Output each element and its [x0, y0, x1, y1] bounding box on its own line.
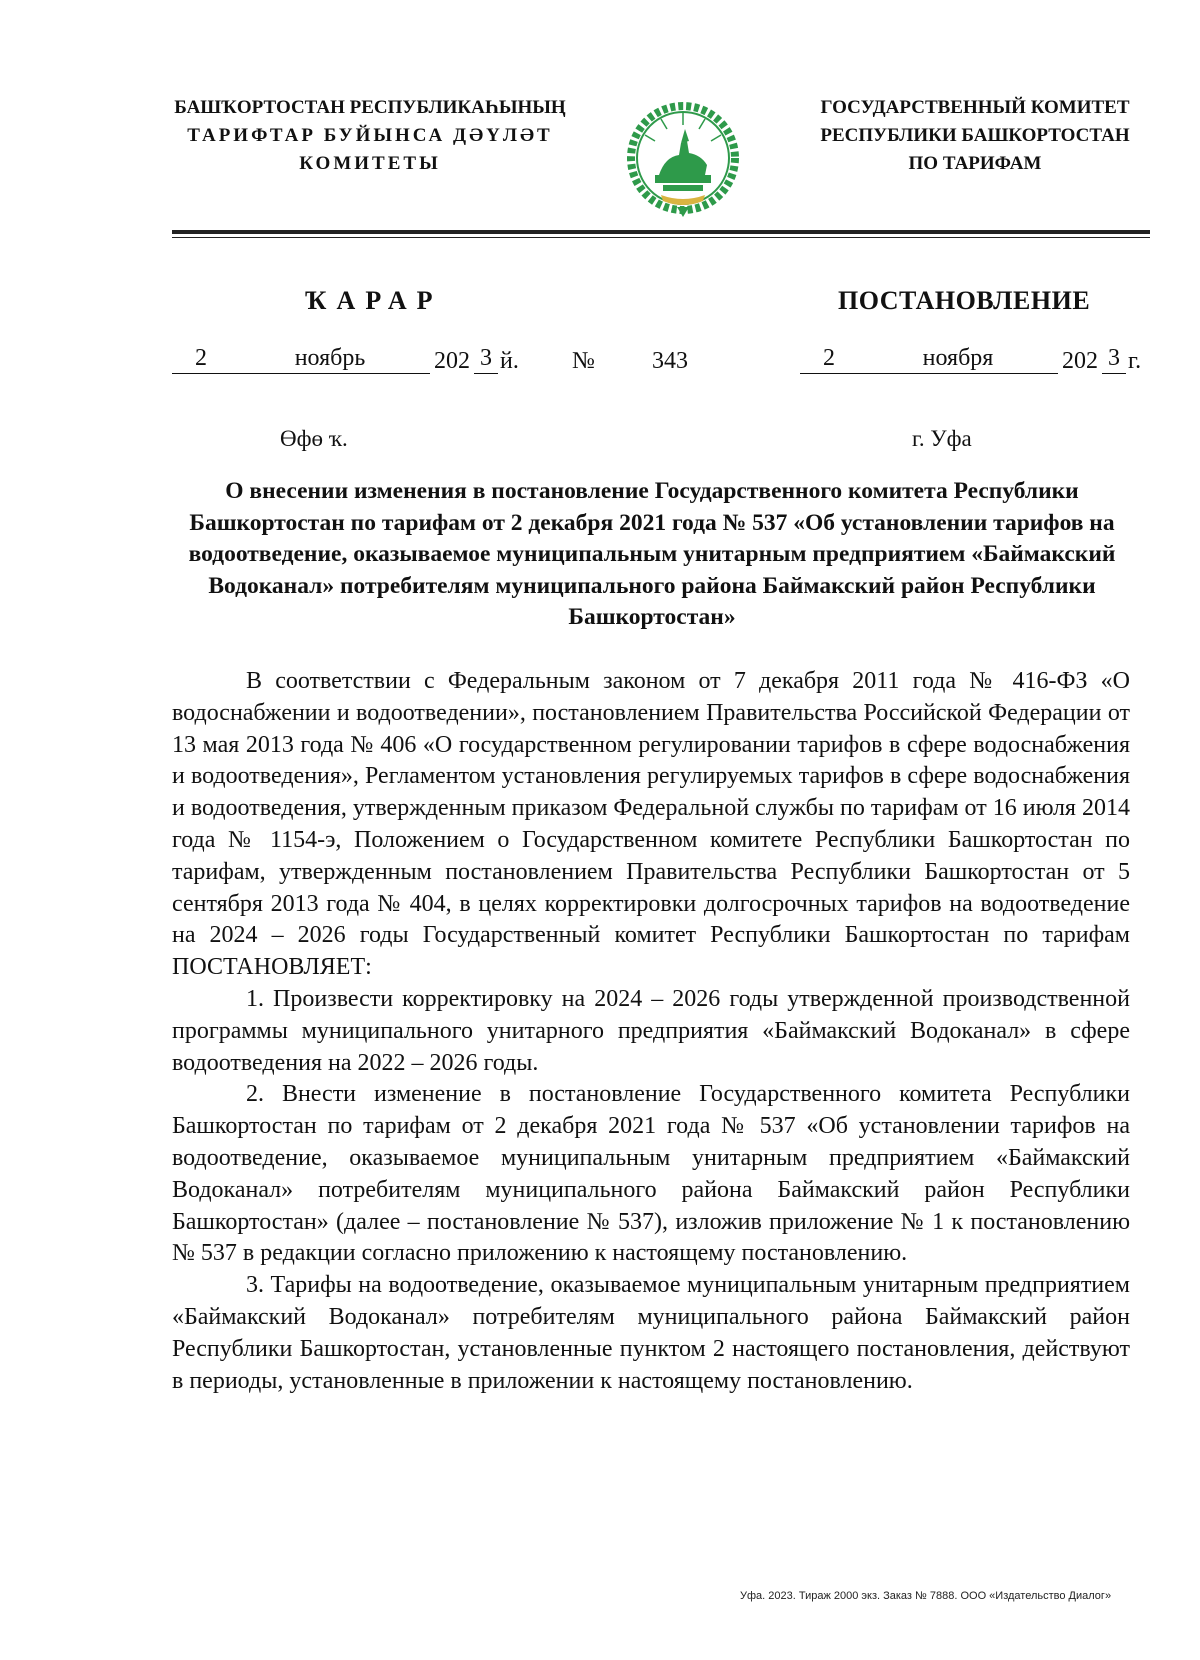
header-rule-thin [172, 237, 1150, 238]
header-bashkir-line-1: БАШҠОРТОСТАН РЕСПУБЛИКАҺЫНЫҢ [174, 97, 566, 118]
date-left-month: ноябрь [230, 343, 430, 374]
date-left-year-suffix: 3 [474, 343, 498, 374]
date-left-year-prefix: 202 [434, 348, 470, 374]
date-left-abbr: й. [500, 348, 519, 374]
document-body [172, 666, 1130, 1397]
date-right-year-suffix: 3 [1102, 343, 1126, 374]
number-sign: № [572, 348, 595, 374]
header-rule-thick [172, 230, 1150, 234]
paragraph-item-1: 1. Произвести корректировку на 2024 – 2026 годы утвержденной производственной программы муниципального унитарного предприятия «Баймакский Водоканал» в сфере водоотведения на 2022 – 2026 годы. [172, 985, 1130, 1076]
header-bashkir [160, 94, 580, 178]
paragraph-preamble: В соответствии с Федеральным законом от 7 декабря 2011 года № 416-ФЗ «О водоснабжении и водоотведении», постановлением Правительства Российской Федерации от 13 мая 2013 года № 406 «О государственном регулировании тарифов в сфере водоснабжения и водоотведения», Регламентом установления регулируемых тарифов в сфере водоснабжения и водоотведения, утвержденным приказом Федеральной службы по тарифам от 16 июля 2014 года № 1154-э, Положением о Государственном комитете Республики Башкортостан по тарифам, утвержденным постановлением Правительства Республики Башкортостан от 5 сентября 2013 года № 404, в целях корректировки долгосрочных тарифов на водоотведение на 2024 – 2026 годы Государственный комитет Республики Башкортостан по тарифам ПОСТАНОВЛЯЕТ: [172, 668, 1130, 981]
document-number: 343 [652, 348, 688, 374]
date-right-month: ноября [858, 343, 1058, 374]
header-russian-line-1: ГОСУДАРСТВЕННЫЙ КОМИТЕТ [820, 97, 1130, 118]
coat-of-arms-icon [621, 95, 745, 225]
date-right-abbr: г. [1128, 348, 1142, 374]
date-right-year-prefix: 202 [1062, 348, 1098, 374]
header-russian-line-2: РЕСПУБЛИКИ БАШКОРТОСТАН [820, 125, 1130, 146]
header-russian [790, 94, 1160, 178]
date-right-day: 2 [800, 343, 858, 374]
paragraph-item-3: 3. Тарифы на водоотведение, оказываемое муниципальным унитарным предприятием «Баймакский Водоканал» потребителям муниципального района Баймакский район Республики Башкортостан, установленные пунктом 2 настоящего постановления, действуют в периоды, установленные в приложении к настоящему постановлению. [172, 1272, 1130, 1394]
city-russian: г. Уфа [912, 426, 972, 451]
document-title: О внесении изменения в постановление Государственного комитета Республики Башкортостан по тарифам от 2 декабря 2021 года № 537 «Об установлении тарифов на водоотведение, оказываемое муниципальным унитарным предприятием «Баймакский Водоканал» потребителям муниципального района Баймакский район Республики Башкортостан» [188, 478, 1116, 630]
header-bashkir-line-3: КОМИТЕТЫ [299, 153, 441, 174]
date-left-day: 2 [172, 343, 230, 374]
date-line [172, 340, 1150, 380]
doc-type-bashkir: ҠАРАР [305, 286, 443, 315]
header-russian-line-3: ПО ТАРИФАМ [908, 153, 1042, 174]
print-footer: Уфа. 2023. Тираж 2000 экз. Заказ № 7888. ООО «Издательство Диалог» [740, 1590, 1112, 1602]
header-bashkir-line-2: ТАРИФТАР БУЙЫНСА ДӘҮЛӘТ [187, 125, 553, 146]
doc-type-russian: ПОСТАНОВЛЕНИЕ [838, 286, 1091, 315]
paragraph-item-2: 2. Внести изменение в постановление Государственного комитета Республики Башкортостан по тарифам от 2 декабря 2021 года № 537 «Об установлении тарифов на водоотведение, оказываемое муниципальным унитарным предприятием «Баймакский Водоканал» потребителям муниципального района Баймакский район Республики Башкортостан» (далее – постановление № 537), изложив приложение № 1 к постановлению № 537 в редакции согласно приложению к настоящему постановлению. [172, 1081, 1130, 1267]
city-bashkir: Өфө ҡ. [280, 426, 348, 451]
